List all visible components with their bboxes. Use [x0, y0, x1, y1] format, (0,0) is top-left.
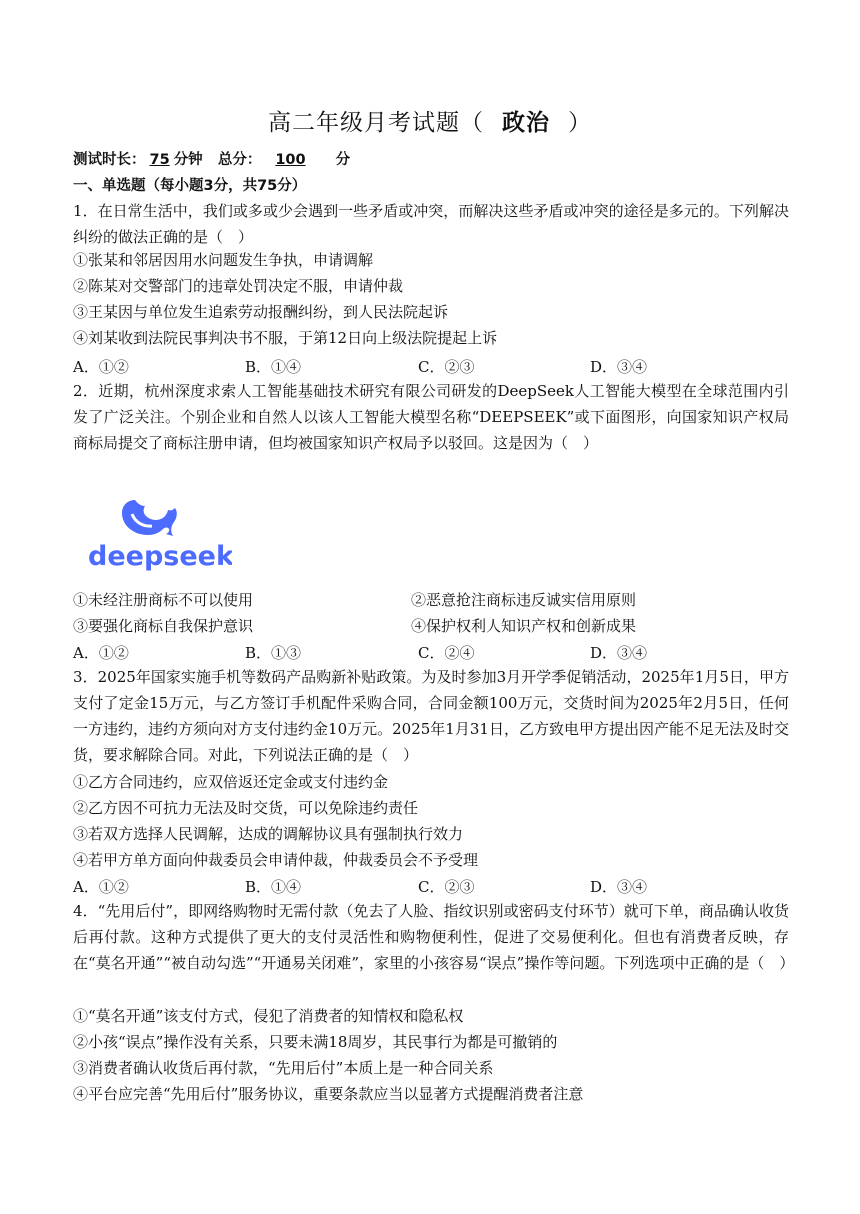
option: D．③④ [590, 644, 648, 662]
question-stem: 2．近期，杭州深度求索人工智能基础技术研究有限公司研发的DeepSeek人工智能大模型在全球范围内引发了广泛关注。个别企业和自然人以该人工智能大模型名称“DEEPSEEK”或下面图形，向国家知识产权局商标局提交了商标注册申请，但均被国家知识产权局予以驳回。这是因为（ ） [73, 382, 789, 452]
deepseek-logo [88, 494, 232, 574]
score-label: 总分： [217, 152, 262, 168]
page-title [0, 104, 860, 137]
time-value: 75 [149, 152, 170, 168]
choice-item: ③要强化商标自我保护意识 [73, 617, 254, 635]
choice-item: ④刘某收到法院民事判决书不服，于第12日向上级法院提起上诉 [73, 329, 498, 347]
choice-item: ②乙方因不可抗力无法及时交货，可以免除违约责任 [73, 799, 419, 817]
option: D．③④ [590, 358, 648, 376]
question-stem: 4．“先用后付”，即网络购物时无需付款（免去了人脸、指纹识别或密码支付环节）就可下单，商品确认收货后再付款。这种方式提供了更大的支付灵活性和购物便利性，促进了交易便利化。但也有消费者反映，存在“莫名开通”“被自动勾选”“开通易关闭难”，家里的小孩容易“误点”操作等问题。下列选项中正确的是（ ） [73, 902, 795, 972]
option: B．①③ [245, 644, 302, 662]
time-label: 测试时长： [73, 152, 146, 168]
choice-item: ①未经注册商标不可以使用 [73, 591, 254, 609]
option: D．③④ [590, 878, 648, 896]
option: C．②③ [418, 878, 475, 896]
choice-item: ④平台应完善“先用后付”服务协议，重要条款应当以显著方式提醒消费者注意 [73, 1085, 584, 1103]
option: B．①④ [245, 358, 302, 376]
title-subject: 政治 [502, 110, 550, 136]
title-prefix: 高二年级月考试题（ [268, 110, 484, 136]
score-unit: 分 [335, 152, 351, 168]
section-heading: 一、单选题（每小题3分，共75分） [73, 178, 307, 194]
time-unit: 分钟 [173, 152, 203, 168]
logo-text: deepseek [88, 541, 232, 572]
choice-item: ③若双方选择人民调解，达成的调解协议具有强制执行效力 [73, 825, 464, 843]
title-suffix: ） [568, 110, 592, 136]
choice-item: ④若甲方单方面向仲裁委员会申请仲裁，仲裁委员会不予受理 [73, 851, 479, 869]
option: A．①② [73, 358, 129, 376]
choice-item: ②恶意抢注商标违反诚实信用原则 [411, 591, 637, 609]
choice-item: ①“莫名开通”该支付方式，侵犯了消费者的知情权和隐私权 [73, 1007, 464, 1025]
choice-item: ④保护权利人知识产权和创新成果 [411, 617, 637, 635]
option: A．①② [73, 644, 129, 662]
choice-item: ②小孩“误点”操作没有关系，只要未满18周岁，其民事行为都是可撤销的 [73, 1033, 558, 1051]
question-stem: 1．在日常生活中，我们或多或少会遇到一些矛盾或冲突，而解决这些矛盾或冲突的途径是多元的。下列解决纠纷的做法正确的是（ ） [73, 202, 789, 246]
choice-item: ①张某和邻居因用水问题发生争执，申请调解 [73, 251, 374, 269]
choice-item: ①乙方合同违约，应双倍返还定金或支付违约金 [73, 773, 389, 791]
question-stem: 3．2025年国家实施手机等数码产品购新补贴政策。为及时参加3月开学季促销活动，2025年1月5日，甲方支付了定金15万元，与乙方签订手机配件采购合同，合同金额100万元，交货时间为2025年2月5日，任何一方违约，违约方须向对方支付违约金10万元。2025年1月31日，乙方致电甲方提出因产能不足无法及时交货，要求解除合同。对此，下列说法正确的是（ ） [73, 668, 789, 764]
exam-meta [73, 148, 350, 169]
whale-icon [88, 494, 232, 574]
option: A．①② [73, 878, 129, 896]
choice-item: ③消费者确认收货后再付款，“先用后付”本质上是一种合同关系 [73, 1059, 494, 1077]
choice-item: ②陈某对交警部门的违章处罚决定不服，申请仲裁 [73, 277, 404, 295]
score-value: 100 [275, 152, 306, 168]
option: C．②④ [418, 644, 475, 662]
option: B．①④ [245, 878, 302, 896]
option: C．②③ [418, 358, 475, 376]
choice-item: ③王某因与单位发生追索劳动报酬纠纷，到人民法院起诉 [73, 303, 449, 321]
